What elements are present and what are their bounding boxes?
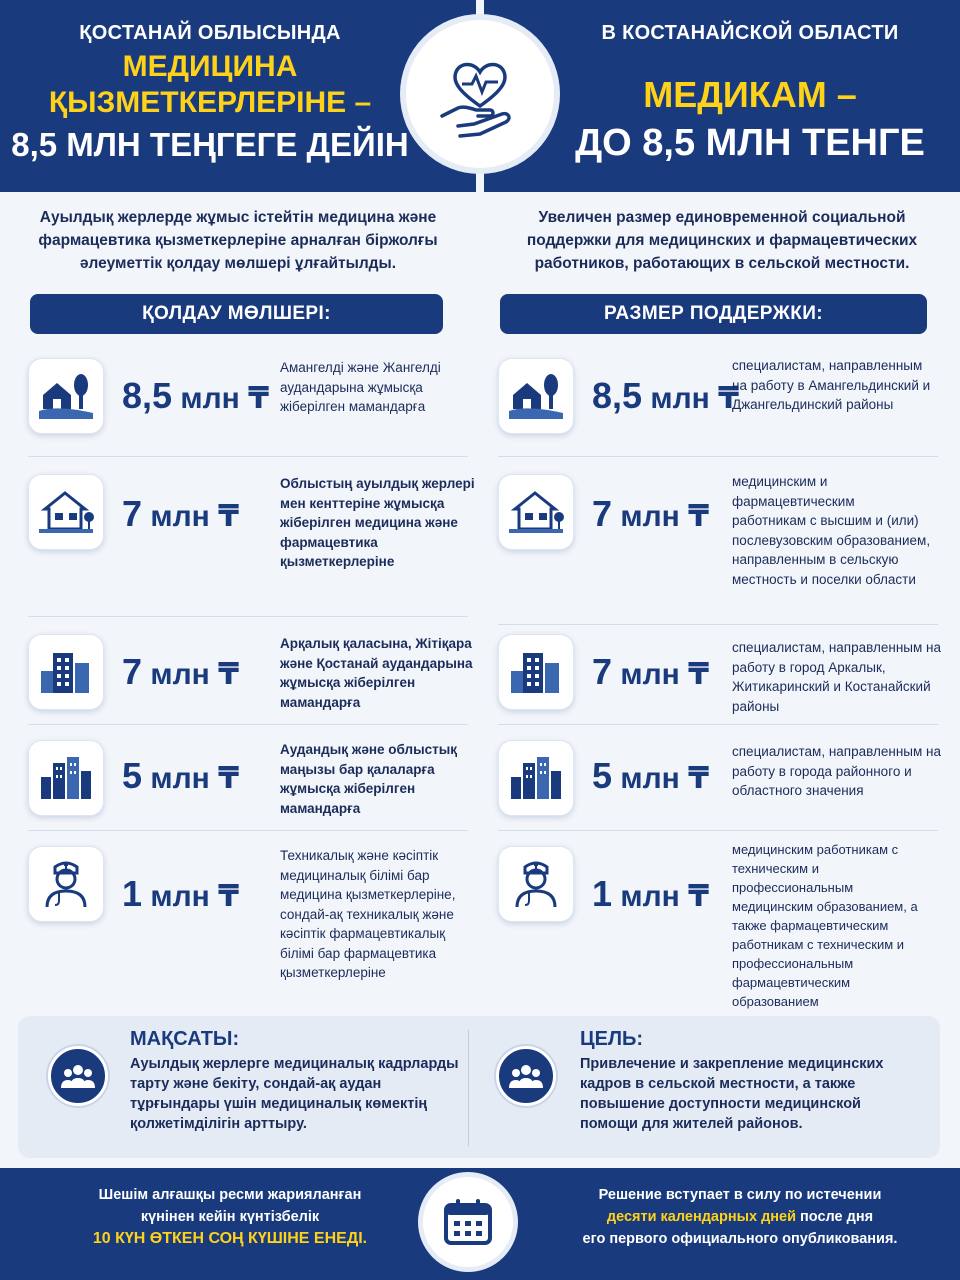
support-row-ru: [498, 358, 938, 438]
row-divider: [498, 624, 938, 625]
intro-text-kz: Ауылдық жерлерде жұмыс істейтін медицина және фармацевтика қызметкерлеріне арналған біржолғы әлеуметтік қолдау мөлшері ұлғайтылды.: [38, 209, 438, 272]
calendar-emblem: [418, 1172, 518, 1272]
footer-ru-highlight: десяти календарных дней: [606, 1209, 797, 1225]
amount: 7 млн ₸: [122, 651, 239, 692]
row-description-ru: специалистам, направленным на работу в города районного и областного значения: [732, 744, 941, 798]
footer-text-ru: [540, 1184, 940, 1250]
row-description-kz: Облыстың ауылдық жерлері мен кенттеріне жұмысқа жіберілген медицина және фармацевтика қызметкерлеріне: [280, 476, 475, 569]
header-left-line3: 8,5 МЛН ТЕҢГЕГЕ ДЕЙІН: [11, 126, 409, 163]
section-title-kz: ҚОЛДАУ МӨЛШЕРІ:: [30, 294, 443, 334]
row-description-kz: Амангелді және Жангелді аудандарына жұмысқа жіберілген мамандарға: [280, 360, 441, 414]
row-divider: [28, 830, 468, 831]
village-icon: [498, 358, 574, 434]
row-description-ru: медицинским и фармацевтическим работникам с высшим и (или) послевузовским образованием, направленным в сельскую местность и поселки области: [732, 474, 931, 587]
header-left-kicker: ҚОСТАНАЙ ОБЛЫСЫНДА: [79, 22, 341, 44]
amount: 8,5 млн ₸: [592, 375, 739, 416]
footer-ru-line3: его первого официального опубликования.: [582, 1231, 898, 1247]
amount: 7 млн ₸: [592, 493, 709, 534]
header-left-line1: МЕДИЦИНА: [122, 50, 298, 83]
header-right: [540, 22, 960, 163]
support-row-ru: [498, 842, 938, 1009]
amount: 7 млн ₸: [122, 493, 239, 534]
goal-title-ru: ЦЕЛЬ:: [580, 1028, 644, 1050]
calendar-icon: [441, 1195, 495, 1249]
header-left-line2: ҚЫЗМЕТКЕРЛЕРІНЕ –: [48, 86, 372, 119]
header-left: [0, 22, 420, 165]
footer-kz-highlight: 10 КҮН ӨТКЕН СОҢ КҮШІНЕ ЕНЕДІ.: [92, 1230, 368, 1247]
heart-hand-icon: [430, 44, 530, 144]
support-row-ru: [498, 634, 941, 714]
row-divider: [498, 456, 938, 457]
footer-text-kz: [30, 1184, 430, 1250]
row-description-ru: медицинским работникам с техническим и профессиональным медицинским образованием, а также фармацевтическим работникам с техническим и профессиональным фармацевтическим образованием: [732, 842, 918, 1009]
row-divider: [498, 724, 938, 725]
house-icon: [498, 474, 574, 550]
goal-text-kz: Ауылдық жерлерге медициналық кадрларды тарту және бекіту, сондай-ақ аудан тұрғындары үшін медициналық көмектің қолжетімділігін арттыру.: [130, 1056, 459, 1132]
support-row-ru: [498, 474, 938, 587]
people-icon: [48, 1046, 108, 1106]
row-description-ru: специалистам, направленным на работу в Амангельдинский и Джангельдинский районы: [732, 358, 931, 412]
amount: 7 млн ₸: [592, 651, 709, 692]
heart-hand-emblem: [400, 14, 560, 174]
row-description-kz: Аудандық және облыстық маңызы бар қалаларға жұмысқа жіберілген мамандарға: [280, 742, 458, 816]
goal-divider: [468, 1030, 469, 1146]
header-right-line1: МЕДИКАМ –: [643, 74, 857, 115]
amount: 1 млн ₸: [592, 873, 709, 914]
row-divider: [28, 724, 468, 725]
header-right-kicker: В КОСТАНАЙСКОЙ ОБЛАСТИ: [601, 22, 899, 44]
medic-icon: [498, 846, 574, 922]
support-row-kz: [28, 740, 468, 820]
intro-text-ru: Увеличен размер единовременной социальной поддержки для медицинских и фармацевтических работников, работающих в сельской местности.: [526, 209, 918, 272]
village-icon: [28, 358, 104, 434]
support-row-kz: [28, 846, 468, 980]
row-divider: [28, 456, 468, 457]
city-icon: [498, 740, 574, 816]
support-row-ru: [498, 740, 941, 820]
people-icon: [496, 1046, 556, 1106]
buildings-icon: [498, 634, 574, 710]
amount: 1 млн ₸: [122, 873, 239, 914]
buildings-icon: [28, 634, 104, 710]
amount: 5 млн ₸: [592, 755, 709, 796]
footer-kz-line1: Шешім алғашқы ресми жарияланған: [98, 1187, 362, 1203]
footer-ru-after: после дня: [796, 1209, 874, 1225]
row-description-kz: Арқалық қаласына, Жітіқара және Қостанай аудандарына жұмысқа жіберілген мамандарға: [280, 636, 473, 710]
row-description-ru: специалистам, направленным на работу в город Аркалык, Житикаринский и Костанайский районы: [732, 640, 941, 714]
city-icon: [28, 740, 104, 816]
row-divider: [28, 616, 468, 617]
section-title-ru: РАЗМЕР ПОДДЕРЖКИ:: [500, 294, 927, 334]
row-description-kz: Техникалық және кәсіптік медициналық білімі бар медицина қызметкерлеріне, сондай-ақ техникалық және кәсіптік фармацевтикалық білімі бар фармацевтика қызметкерлеріне: [280, 848, 456, 980]
amount: 5 млн ₸: [122, 755, 239, 796]
medic-icon: [28, 846, 104, 922]
row-divider: [498, 830, 938, 831]
support-row-kz: [28, 634, 473, 714]
house-icon: [28, 474, 104, 550]
support-row-kz: [28, 474, 475, 569]
support-row-kz: [28, 358, 468, 438]
header-right-line2: ДО 8,5 МЛН ТЕНГЕ: [575, 122, 925, 164]
goal-title-kz: МАҚСАТЫ:: [130, 1028, 240, 1050]
goal-text-ru: Привлечение и закрепление медицинских кадров в сельской местности, а также повышение доступности медицинской помощи для жителей районов.: [580, 1056, 884, 1132]
amount: 8,5 млн ₸: [122, 375, 269, 416]
footer-ru-line1: Решение вступает в силу по истечении: [598, 1187, 882, 1203]
footer-kz-line2: күнінен кейін күнтізбелік: [140, 1209, 320, 1225]
